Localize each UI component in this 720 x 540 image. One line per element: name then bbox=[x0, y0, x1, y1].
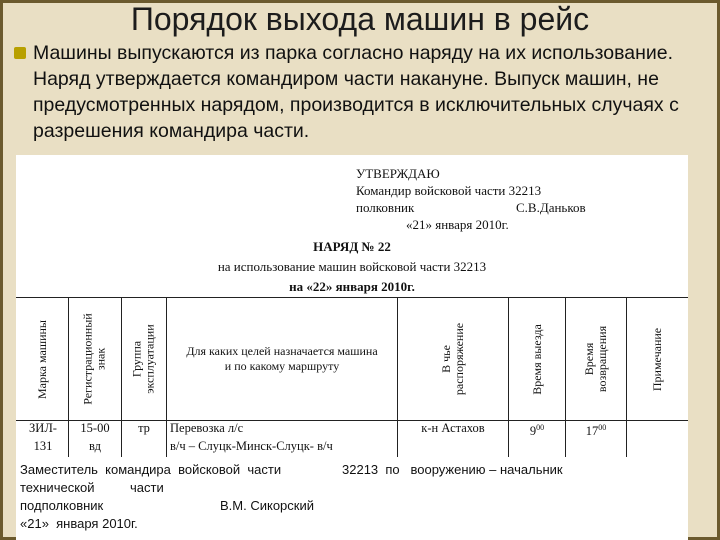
cell-operation-group: тр bbox=[138, 421, 150, 435]
row-divider bbox=[397, 419, 398, 457]
footer-position-c: технической bbox=[20, 480, 95, 495]
bullet-icon bbox=[14, 47, 26, 59]
approval-name: С.В.Даньков bbox=[516, 200, 586, 215]
header-purpose: Для каких целей назначается машина и по какому маршруту bbox=[186, 344, 378, 373]
header-reg-sign: Регистрационный знак bbox=[81, 313, 108, 405]
header-return-time: Время возвращения bbox=[582, 325, 609, 393]
order-title: НАРЯД № 22 bbox=[313, 239, 391, 254]
order-date: на «22» января 2010г. bbox=[289, 279, 415, 294]
cell-assigned-to: к-н Астахов bbox=[421, 421, 485, 435]
footer-date: «21» января 2010г. bbox=[20, 516, 138, 531]
table-row bbox=[16, 419, 688, 457]
header-note: Примечание bbox=[650, 327, 664, 391]
approval-rank-name-row bbox=[356, 199, 666, 216]
table-header-row bbox=[16, 297, 688, 421]
row-divider bbox=[626, 419, 627, 457]
cell-brand: ЗИЛ- 131 bbox=[29, 421, 57, 453]
header-operation-group: Группа эксплуатации bbox=[130, 324, 157, 394]
order-subtitle: на использование машин войсковой части 32213 bbox=[217, 259, 487, 274]
frame-border-left bbox=[0, 0, 3, 540]
footer-position-d: части bbox=[130, 480, 164, 495]
approval-rank: полковник bbox=[356, 200, 415, 215]
slide-title: Порядок выхода машин в рейс bbox=[130, 1, 590, 37]
cell-return-time: $17^{00}$ bbox=[585, 423, 607, 439]
row-divider bbox=[565, 419, 566, 457]
footer-rank: подполковник bbox=[20, 498, 104, 513]
row-divider bbox=[68, 419, 69, 457]
header-departure-time: Время выезда bbox=[529, 323, 544, 395]
row-divider bbox=[121, 419, 122, 457]
cell-departure-time: $9^{00}$ bbox=[529, 423, 545, 439]
approval-date: «21» января 2010г. bbox=[406, 217, 509, 232]
cell-purpose: Перевозка л/с в/ч – Слуцк-Минск-Слуцк- в/ч bbox=[170, 421, 333, 453]
cell-reg-sign: 15-00 вд bbox=[80, 421, 110, 453]
slide-intro-text: Машины выпускаются из парка согласно наряду на их использование. Наряд утверждается командиром части накануне. Выпуск машин, не предусмотренных нарядом, производится в исключительных случаях с разрешения командира части. bbox=[33, 42, 679, 142]
approval-heading: УТВЕРЖДАЮ bbox=[356, 166, 440, 181]
approval-block bbox=[356, 165, 666, 233]
footer-name: В.М. Сикорский bbox=[220, 498, 314, 513]
footer-position-a: Заместитель командира войсковой части bbox=[20, 462, 282, 477]
approval-position: Командир войсковой части 32213 bbox=[356, 183, 542, 198]
signature-block bbox=[16, 457, 688, 540]
footer-position-b: 32213 по вооружению – начальник bbox=[342, 462, 563, 477]
header-assigned-to: В чье распоряжение bbox=[439, 322, 466, 396]
row-divider bbox=[508, 419, 509, 457]
order-document bbox=[16, 155, 688, 540]
header-brand: Марка машины bbox=[34, 319, 49, 399]
row-divider bbox=[166, 419, 167, 457]
